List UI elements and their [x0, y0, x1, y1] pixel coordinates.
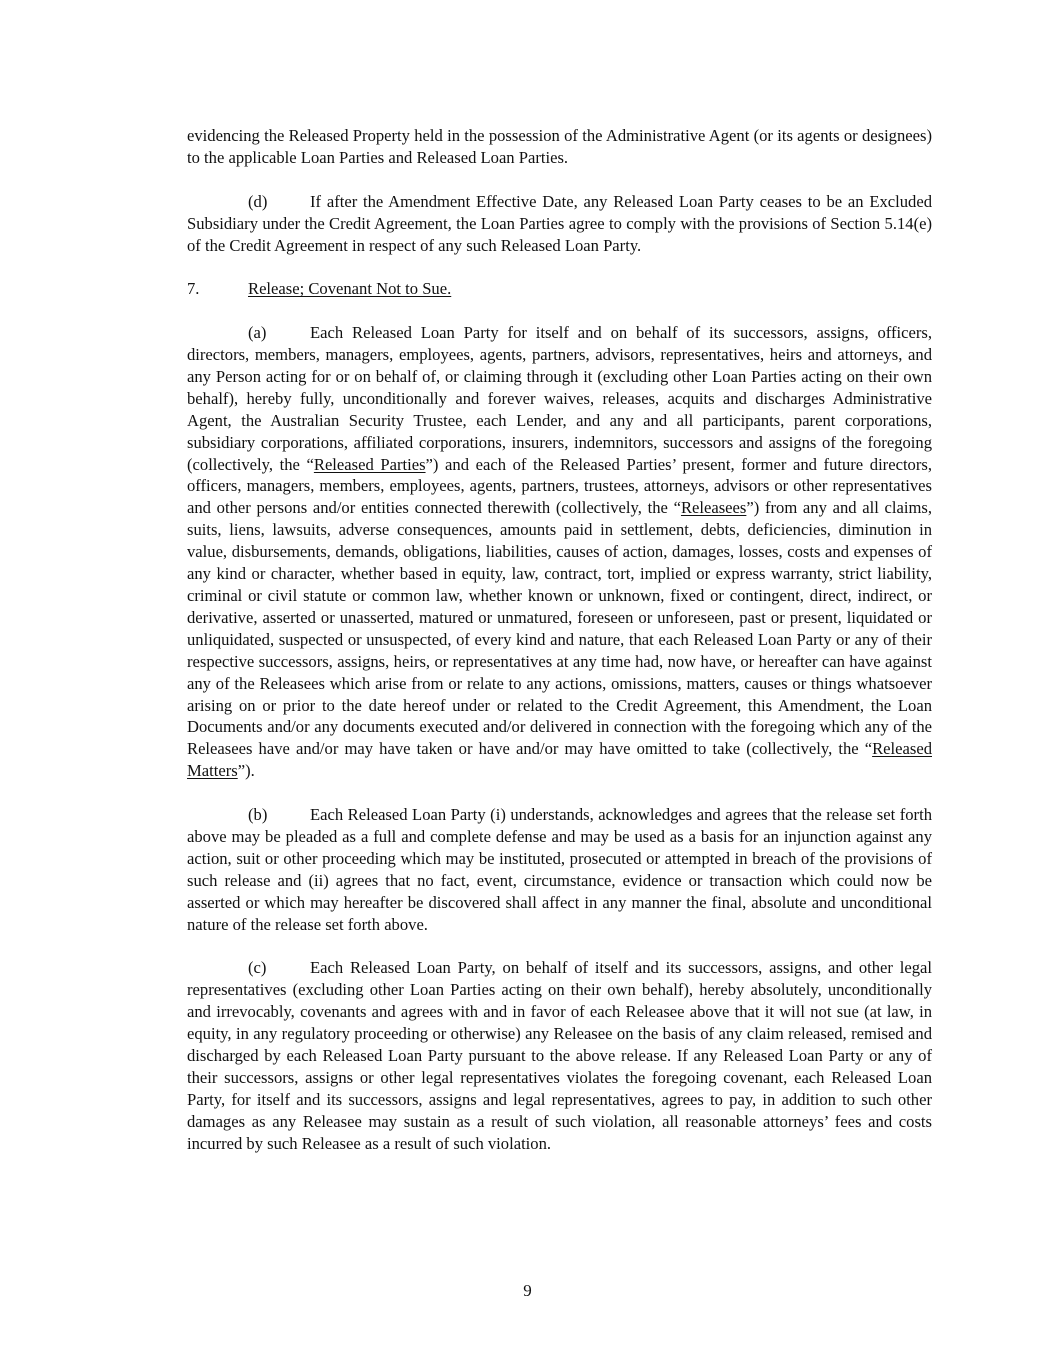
paragraph-b	[187, 804, 932, 935]
paragraph-continued	[187, 125, 932, 169]
paragraph-c-text: Each Released Loan Party, on behalf of itself and its successors, assigns, and other legal representatives (excluding other Loan Parties acting on their own behalf), hereby absolutely, unconditionally and irrevocably, covenants and agrees with and in favor of each Releasee above that it will not sue (at law, in equity, in any regulatory proceeding or otherwise) any Releasee on the basis of any claim released, remised and discharged by each Released Loan Party pursuant to the above release. If any Released Loan Party or any of their successors, assigns or other legal representatives violates the foregoing covenant, each Released Loan Party, for itself and its successors, assigns and legal representatives, agrees to pay, in addition to such other damages as any Releasee may sustain as a result of such violation, all reasonable attorneys’ fees and costs incurred by such Releasee as a result of such violation.	[187, 958, 932, 1153]
section-number: 7.	[187, 279, 200, 299]
paragraph-d-label: (d)	[248, 191, 268, 211]
paragraph-a-label: (a)	[248, 323, 267, 343]
section-title: Release; Covenant Not to Sue.	[248, 279, 452, 299]
paragraph-a-text-1: Each Released Loan Party for itself and on behalf of its successors, assigns, officers, directors, members, managers, employees, agents, partners, advisors, representatives, heirs and attorneys, and any Person acting for or on behalf of, or claiming through it (excluding other Loan Parties acting on their own behalf), hereby fully, unconditionally and forever waives, releases, acquits and discharges Administrative Agent, the Australian Security Trustee, each Lender, and any and all participants, parent corporations, subsidiary corporations, affiliated corporations, insurers, indemnitors, successors and assigns of the foregoing (collectively, the “	[187, 323, 932, 474]
paragraph-d	[187, 191, 932, 257]
defined-term-released-matters: Released Matters	[187, 739, 932, 781]
paragraph-b-text: Each Released Loan Party (i) understands, acknowledges and agrees that the release set forth above may be pleaded as a full and complete defense and may be used as a basis for an injunction against any action, suit or other proceeding which may be instituted, prosecuted or attempted in breach of the provisions of such release and (ii) agrees that no fact, event, circumstance, evidence or transaction which could now be asserted or which may hereafter be discovered shall affect in any manner the final, absolute and unconditional nature of the release set forth above.	[187, 805, 932, 934]
paragraph-continued-text: evidencing the Released Property held in the possession of the Administrative Agent (or its agents or designees) to the applicable Loan Parties and Released Loan Parties.	[187, 126, 932, 167]
paragraph-b-label: (b)	[248, 805, 268, 825]
paragraph-a-text-4: ”).	[237, 761, 255, 781]
paragraph-a	[187, 322, 932, 782]
page-number: 9	[523, 1281, 532, 1300]
paragraph-a-text-2: ”) and each of the Released Parties’ present, former and future directors, officers, managers, members, employees, agents, partners, trustees, attorneys, advisors or other representatives and other persons and/or entities connected therewith (collectively, the “	[187, 454, 932, 518]
paragraph-d-text: If after the Amendment Effective Date, any Released Loan Party ceases to be an Excluded Subsidiary under the Credit Agreement, the Loan Parties agree to comply with the provisions of Section 5.14(e) of the Credit Agreement in respect of any such Released Loan Party.	[187, 191, 932, 255]
document-page	[187, 125, 932, 1155]
section-7-heading	[187, 278, 932, 300]
defined-term-releasees: Releasees	[680, 498, 747, 518]
paragraph-a-text-3: ”) from any and all claims, suits, liens, lawsuits, adverse consequences, amounts paid in settlement, debts, deficiencies, diminution in value, disbursements, demands, obligations, liabilities, causes of action, damages, losses, costs and expenses of any kind or character, whether based in equity, law, contract, tort, implied or express warranty, strict liability, criminal or civil statute or common law, whether known or unknown, fixed or contingent, direct, indirect, or derivative, asserted or unasserted, matured or unmatured, foreseen or unforeseen, past or present, liquidated or unliquidated, suspected or unsuspected, of every kind and nature, that each Released Loan Party or any of their respective successors, assigns, heirs, or representatives at any time had, now have, or hereafter can have against any of the Releasees which arise from or relate to any actions, omissions, matters, causes or things whatsoever arising on or prior to the date hereof under or related to the Credit Agreement, this Amendment, the Loan Documents and/or any documents executed and/or delivered in connection with the foregoing which any of the Releasees have and/or may have taken or have and/or may have omitted to take (collectively, the “	[187, 498, 932, 759]
defined-term-released-parties: Released Parties	[313, 454, 426, 474]
paragraph-c	[187, 957, 932, 1154]
paragraph-c-label: (c)	[248, 958, 267, 978]
